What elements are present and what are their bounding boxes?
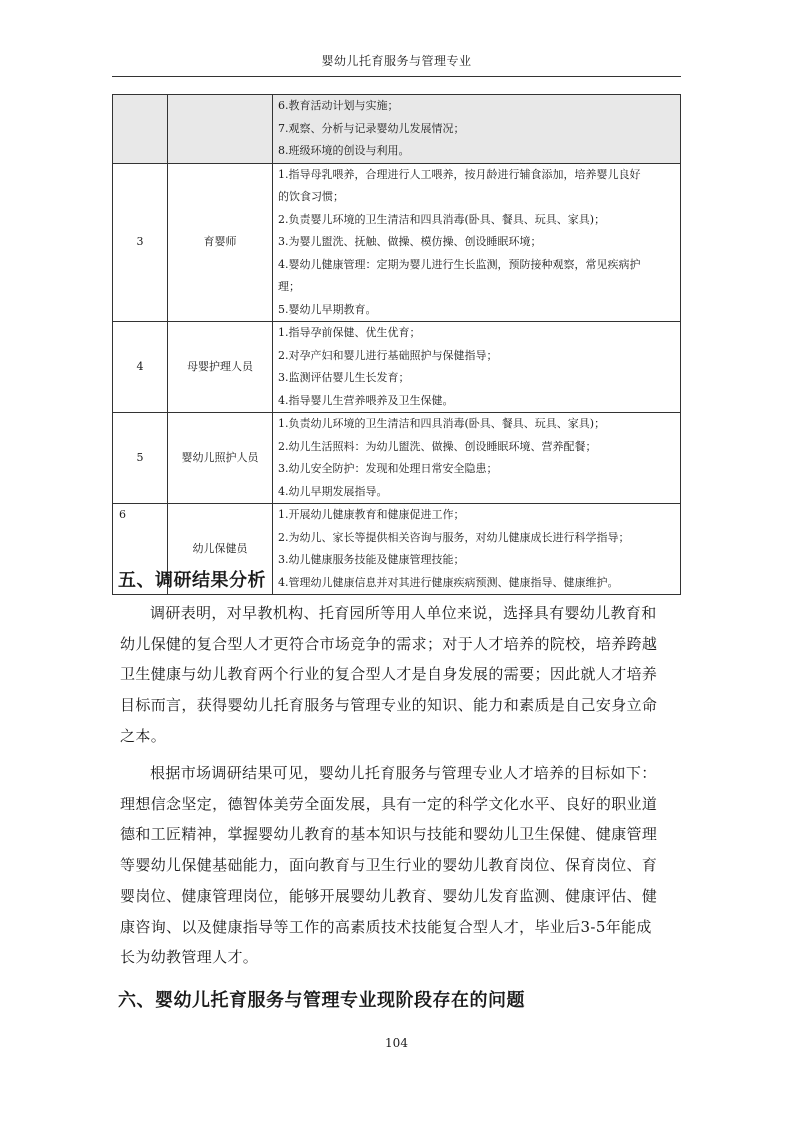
duty-item: 4.婴幼儿健康管理：定期为婴儿进行生长监测，预防接种观察，常见疾病护 bbox=[278, 257, 641, 271]
paragraph-line: 卫生健康与幼儿教育两个行业的复合型人才是自身发展的需要；因此就人才培养 bbox=[120, 665, 658, 684]
duty-item: 的饮食习惯； bbox=[278, 190, 344, 203]
header-rule bbox=[112, 76, 681, 77]
paragraph-line: 幼儿保健的复合型人才更符合市场竞争的需求；对于人才培养的院校，培养跨越 bbox=[120, 634, 658, 653]
duty-item: 2.负责婴儿环境的卫生清洁和四具消毒(卧具、餐具、玩具、家具)； bbox=[278, 212, 606, 226]
duty-item: 7.观察、分析与记录婴幼儿发展情况； bbox=[278, 121, 465, 135]
post-name bbox=[168, 95, 273, 164]
duty-item: 6.教育活动计划与实施； bbox=[278, 99, 399, 112]
duty-description bbox=[273, 413, 681, 504]
section-heading-5: 五、调研结果分析 bbox=[118, 570, 266, 591]
post-name: 育婴师 bbox=[168, 163, 273, 322]
row-number: 5 bbox=[113, 413, 168, 504]
running-header: 婴幼儿托育服务与管理专业 bbox=[321, 54, 472, 68]
duty-item: 3.监测评估婴儿生长发育； bbox=[278, 371, 410, 384]
page-number: 104 bbox=[385, 1036, 408, 1050]
paragraph-line: 之本。 bbox=[120, 726, 167, 745]
paragraph-training-goals bbox=[120, 758, 675, 973]
duty-item: 1.负责幼儿环境的卫生清洁和四具消毒(卧具、餐具、玩具、家具)； bbox=[278, 417, 606, 430]
duty-item: 8.班级环境的创设与利用。 bbox=[278, 144, 410, 157]
paragraph-line: 根据市场调研结果可见，婴幼儿托育服务与管理专业人才培养的目标如下： bbox=[150, 764, 657, 782]
duty-item: 5.婴幼儿早期教育。 bbox=[278, 302, 377, 316]
duty-item: 3.幼儿安全防护：发现和处理日常安全隐患； bbox=[278, 462, 498, 475]
paragraph-line: 德和工匠精神，掌握婴幼儿教育的基本知识与技能和婴幼儿卫生保健、健康管理 bbox=[120, 825, 658, 844]
duty-item: 4.幼儿早期发展指导。 bbox=[278, 484, 388, 498]
table-row bbox=[113, 95, 681, 164]
post-name: 婴幼儿照护人员 bbox=[168, 413, 273, 504]
row-number bbox=[113, 95, 168, 164]
duty-item: 3.幼儿健康服务技能及健康管理技能； bbox=[278, 553, 465, 566]
post-name: 母婴护理人员 bbox=[168, 322, 273, 413]
duty-item: 4.管理幼儿健康信息并对其进行健康疾病预测、健康指导、健康维护。 bbox=[278, 575, 619, 589]
paragraph-line: 长为幼教管理人才。 bbox=[120, 948, 259, 967]
row-number: 3 bbox=[113, 163, 168, 322]
duty-item: 2.为幼儿、家长等提供相关咨询与服务，对幼儿健康成长进行科学指导； bbox=[278, 530, 630, 544]
paragraph-line: 等婴幼儿保健基础能力，面向教育与卫生行业的婴幼儿教育岗位、保育岗位、育 bbox=[120, 856, 658, 875]
row-number: 4 bbox=[113, 322, 168, 413]
duty-description bbox=[273, 322, 681, 413]
post-name: 幼儿保健员 bbox=[168, 504, 273, 595]
row-number: 6 bbox=[113, 504, 168, 595]
duty-item: 3.为婴儿盥洗、抚触、做操、模仿操、创设睡眠环境； bbox=[278, 235, 542, 248]
paragraph-line: 康咨询、以及健康指导等工作的高素质技术技能复合型人才，毕业后3-5年能成 bbox=[120, 917, 652, 936]
duty-item: 2.对孕产妇和婴儿进行基础照护与保健指导； bbox=[278, 348, 498, 362]
duty-item: 理； bbox=[278, 280, 300, 293]
section-heading-6: 六、婴幼儿托育服务与管理专业现阶段存在的问题 bbox=[118, 990, 525, 1011]
duty-item: 2.幼儿生活照料：为幼儿盥洗、做操、创设睡眠环境、营养配餐； bbox=[278, 439, 597, 453]
table-row bbox=[113, 413, 681, 504]
duty-item: 4.指导婴儿生营养喂养及卫生保健。 bbox=[278, 393, 454, 407]
table-row bbox=[113, 322, 681, 413]
duty-item: 1.开展幼儿健康教育和健康促进工作； bbox=[278, 508, 465, 521]
duty-item: 1.指导孕前保健、优生优育； bbox=[278, 326, 421, 339]
table-row bbox=[113, 163, 681, 322]
duty-description bbox=[273, 504, 681, 595]
paragraph-research-summary bbox=[120, 598, 675, 752]
duty-description bbox=[273, 95, 681, 164]
paragraph-line: 目标而言，获得婴幼儿托育服务与管理专业的知识、能力和素质是自己安身立命 bbox=[120, 696, 658, 715]
paragraph-line: 调研表明，对早教机构、托育园所等用人单位来说，选择具有婴幼儿教育和 bbox=[150, 604, 657, 622]
paragraph-line: 理想信念坚定，德智体美劳全面发展，具有一定的科学文化水平、良好的职业道 bbox=[120, 794, 658, 813]
job-duty-table bbox=[112, 94, 681, 595]
duty-item: 1.指导母乳喂养，合理进行人工喂养，按月龄进行辅食添加，培养婴儿良好 bbox=[278, 167, 641, 181]
paragraph-line: 婴岗位、健康管理岗位，能够开展婴幼儿教育、婴幼儿发育监测、健康评估、健 bbox=[120, 886, 658, 905]
duty-description bbox=[273, 163, 681, 322]
